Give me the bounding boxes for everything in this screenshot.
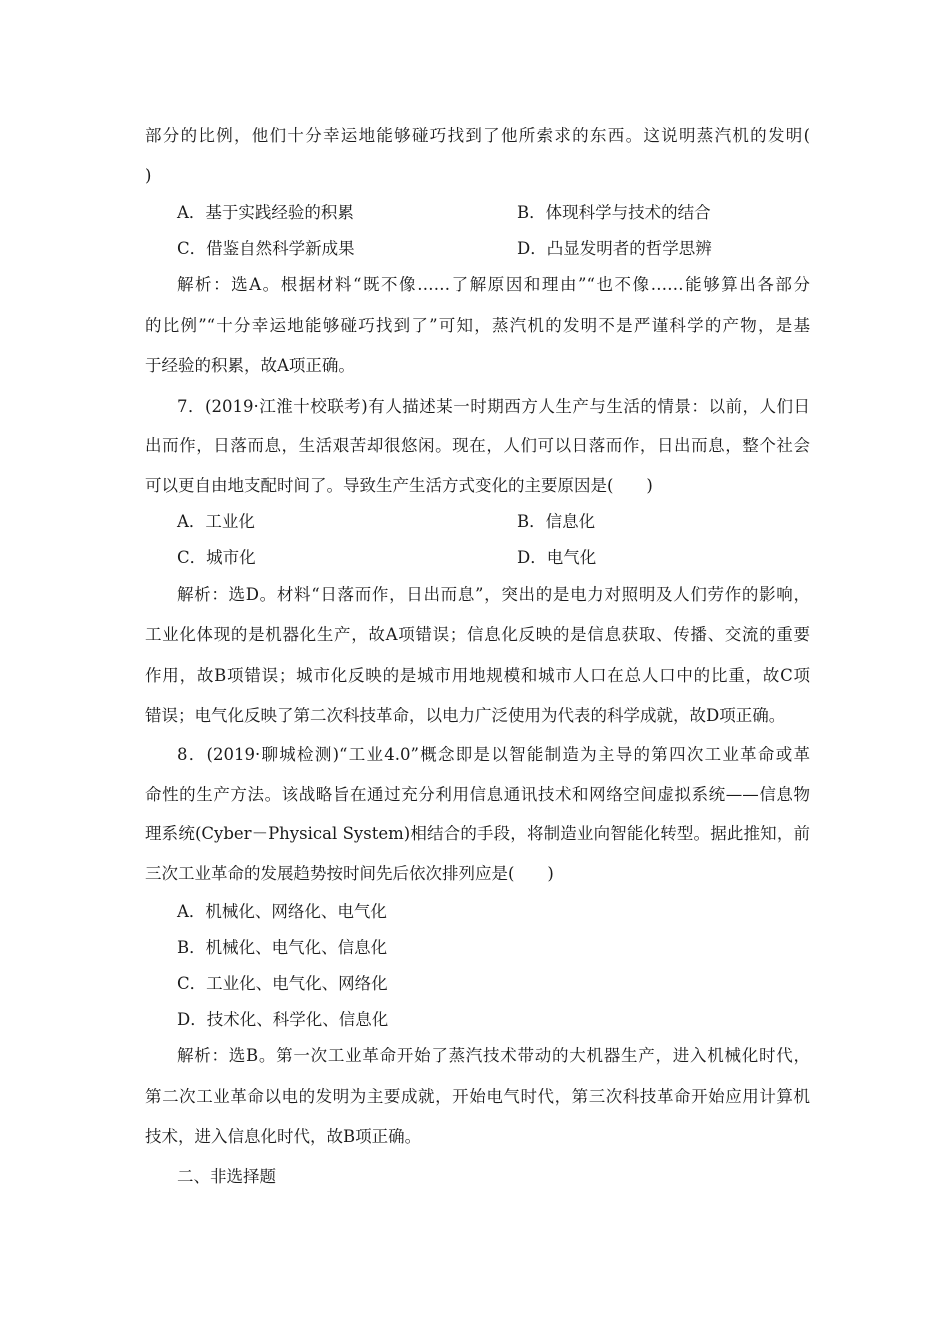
q8-stem-line: 理系统(Cyber－Physical System)相结合的手段，将制造业向智能化转型。据此推知，前 [145,824,810,843]
q6-analysis-line: 的比例”“十分幸运地能够碰巧找到了”可知，蒸汽机的发明不是严谨科学的产物，是基 [145,316,810,335]
q8-option-a: A．机械化、网络化、电气化 [177,902,387,921]
q6-analysis-line: 于经验的积累，故A项正确。 [145,356,355,375]
q7-analysis-line: 错误；电气化反映了第二次科技革命，以电力广泛使用为代表的科学成就，故D项正确。 [145,706,786,725]
q7-option-b: B．信息化 [517,512,596,531]
q8-stem-line: 8．(2019·聊城检测)“工业4.0”概念即是以智能制造为主导的第四次工业革命或革 [177,745,810,764]
q8-analysis-line: 第二次工业革命以电的发明为主要成就，开始电气时代，第三次科技革命开始应用计算机 [145,1087,810,1106]
q7-stem-line: 可以更自由地支配时间了。导致生产生活方式变化的主要原因是( ) [145,476,653,495]
q8-option-d: D．技术化、科学化、信息化 [177,1010,389,1029]
q7-option-d: D．电气化 [517,548,597,567]
q7-stem-line: 7．(2019·江淮十校联考)有人描述某一时期西方人生产与生活的情景：以前，人们日 [177,397,810,416]
q6-analysis-line: 解析：选A。根据材料“既不像……了解原因和理由”“也不像……能够算出各部分 [177,275,810,294]
q8-analysis-line: 技术，进入信息化时代，故B项正确。 [145,1127,422,1146]
q6-option-a: A．基于实践经验的积累 [177,203,354,222]
q8-option-b: B．机械化、电气化、信息化 [177,938,388,957]
q6-stem-close: ) [145,166,152,185]
q7-analysis-line: 解析：选D。材料“日落而作，日出而息”，突出的是电力对照明及人们劳作的影响， [177,585,810,604]
q7-option-c: C．城市化 [177,548,256,567]
q7-analysis-line: 工业化体现的是机器化生产，故A项错误；信息化反映的是信息获取、传播、交流的重要 [145,625,810,644]
q8-stem-line: 命性的生产方法。该战略旨在通过充分利用信息通讯技术和网络空间虚拟系统——信息物 [145,785,810,804]
q6-option-d: D．凸显发明者的哲学思辨 [517,239,712,258]
q7-stem-line: 出而作，日落而息，生活艰苦却很悠闲。现在，人们可以日落而作，日出而息，整个社会 [145,436,810,455]
q7-analysis-line: 作用，故B项错误；城市化反映的是城市用地规模和城市人口在总人口中的比重，故C项 [145,666,810,685]
q6-stem-line: 部分的比例，他们十分幸运地能够碰巧找到了他所索求的东西。这说明蒸汽机的发明( [145,126,810,145]
section-heading: 二、非选择题 [177,1167,276,1186]
q6-option-b: B．体现科学与技术的结合 [517,203,711,222]
q8-stem-line: 三次工业革命的发展趋势按时间先后依次排列应是( ) [145,864,554,883]
q8-analysis-line: 解析：选B。第一次工业革命开始了蒸汽技术带动的大机器生产，进入机械化时代， [177,1046,810,1065]
q7-option-a: A．工业化 [177,512,255,531]
q6-option-c: C．借鉴自然科学新成果 [177,239,355,258]
q8-option-c: C．工业化、电气化、网络化 [177,974,388,993]
